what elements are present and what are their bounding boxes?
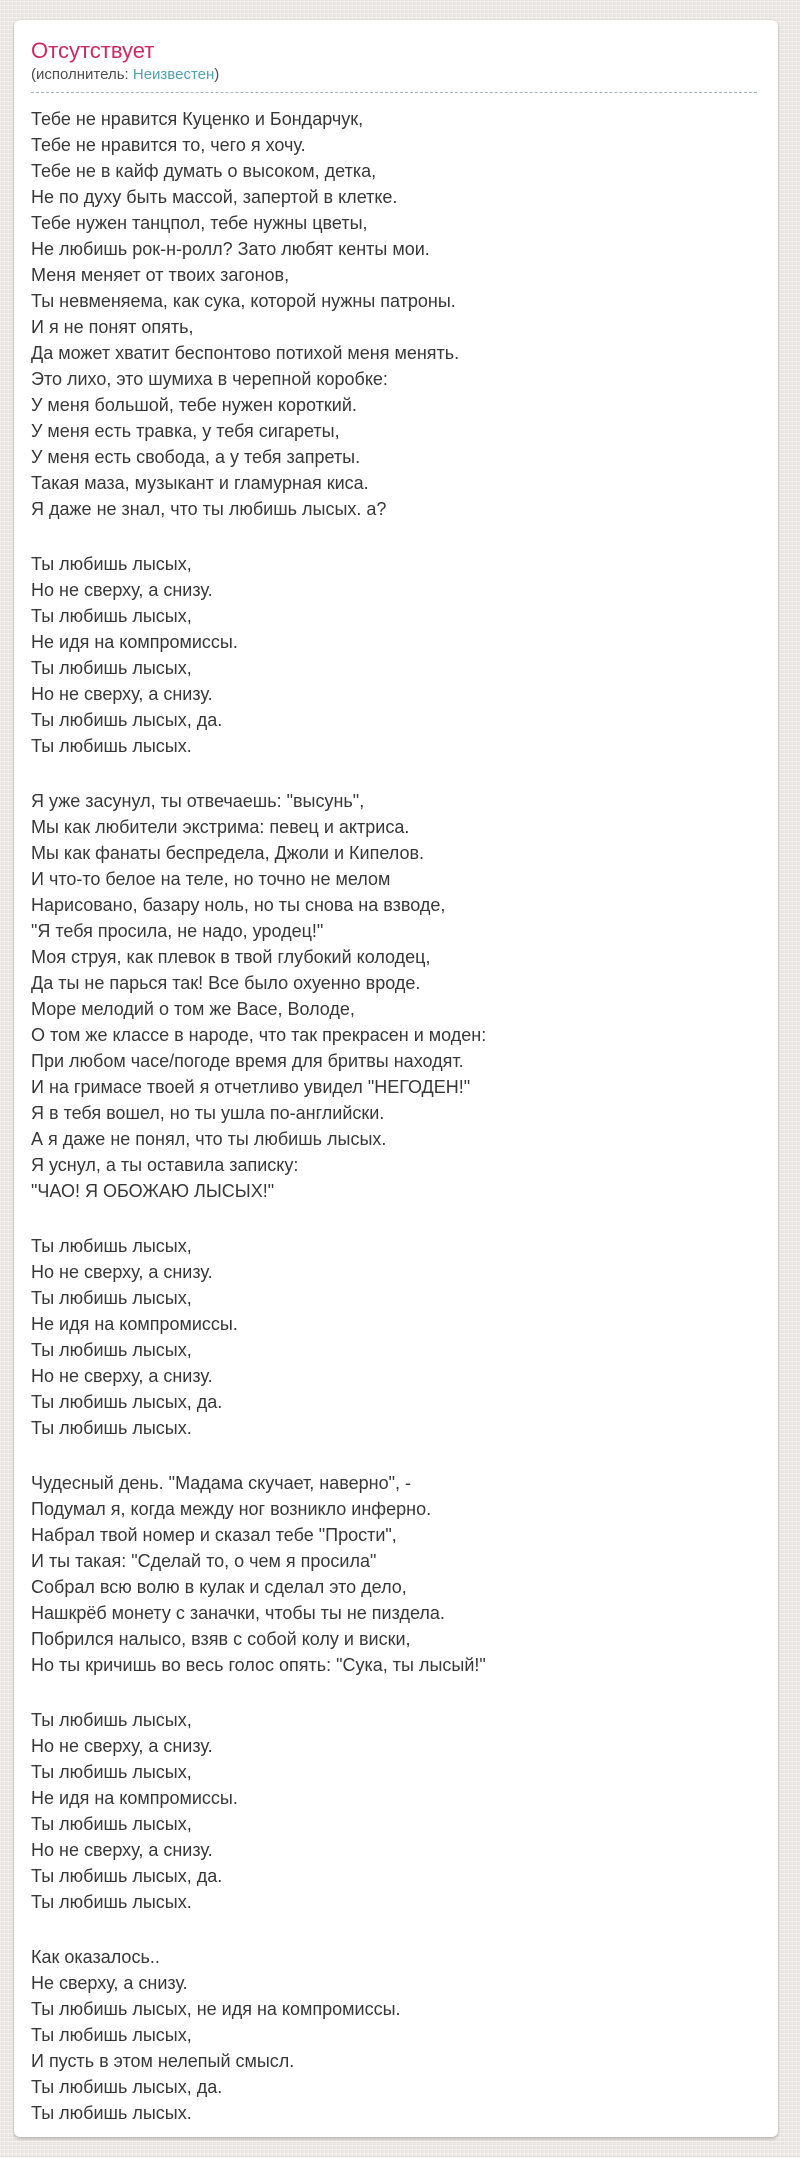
song-page-panel bbox=[14, 20, 778, 2137]
artist-label-suffix: ) bbox=[214, 66, 220, 83]
stanza: Чудесный день. "Мадама скучает, наверно", - Подумал я, когда между ног возникло инферно. Набрал твой номер и сказал тебе "Прости", И ты такая: "Сделай то, о чем я просила" Собрал всю волю в кулак и сделал это дело, Нашкрёб монету с заначки, чтобы ты не пиздела. Побрился налысо, взяв с собой колу и виски, Но ты кричишь во весь голос опять: "Сука, ты лысый!" bbox=[31, 1473, 486, 1675]
stanza: Тебе не нравится Куценко и Бондарчук, Тебе не нравится то, чего я хочу. Тебе не в кайф думать о высоком, детка, Не по духу быть массой, запертой в клетке. Тебе нужен танцпол, тебе нужны цветы, Не любишь рок-н-ролл? Зато любят кенты мои. Меня меняет от твоих загонов, Ты невменяема, как сука, которой нужны патроны. И я не понят опять, Да может хватит беспонтово потихой меня менять. Это лихо, это шумиха в черепной коробке: У меня большой, тебе нужен короткий. У меня есть травка, у тебя сигареты, У меня есть свобода, а у тебя запреты. Такая маза, музыкант и гламурная киса. Я даже не знал, что ты любишь лысых. а? bbox=[31, 109, 460, 519]
stanza: Ты любишь лысых, Но не сверху, а снизу. Ты любишь лысых, Не идя на компромиссы. Ты любишь лысых, Но не сверху, а снизу. Ты любишь лысых, да. Ты любишь лысых. bbox=[31, 1710, 238, 1912]
artist-label-prefix: (исполнитель: bbox=[31, 66, 133, 83]
stanza: Ты любишь лысых, Но не сверху, а снизу. Ты любишь лысых, Не идя на компромиссы. Ты любишь лысых, Но не сверху, а снизу. Ты любишь лысых, да. Ты любишь лысых. bbox=[31, 554, 238, 756]
stanza: Ты любишь лысых, Но не сверху, а снизу. Ты любишь лысых, Не идя на компромиссы. Ты любишь лысых, Но не сверху, а снизу. Ты любишь лысых, да. Ты любишь лысых. bbox=[31, 1236, 238, 1438]
song-header bbox=[31, 38, 757, 93]
stanza: Я уже засунул, ты отвечаешь: "высунь", Мы как любители экстрима: певец и актриса. Мы как фанаты беспредела, Джоли и Кипелов. И что-то белое на теле, но точно не мелом Нарисовано, базару ноль, но ты снова на взводе, "Я тебя просила, не надо, уродец!" Моя струя, как плевок в твой глубокий колодец, Да ты не парься так! Все было охуенно вроде. Море мелодий о том же Васе, Володе, О том же классе в народе, что так прекрасен и моден: При любом часе/погоде время для бритвы находят. И на гримасе твоей я отчетливо увидел "НЕГОДЕН!" Я в тебя вошел, но ты ушла по-английски. А я даже не понял, что ты любишь лысых. Я уснул, а ты оставила записку: "ЧАО! Я ОБОЖАЮ ЛЫСЫХ!" bbox=[31, 791, 487, 1201]
song-title: Отсутствует bbox=[31, 38, 155, 63]
artist-link[interactable]: Неизвестен bbox=[132, 66, 215, 83]
stanza: Как оказалось.. Не сверху, а снизу. Ты любишь лысых, не идя на компромиссы. Ты любишь лысых, И пусть в этом нелепый смысл. Ты любишь лысых, да. Ты любишь лысых. bbox=[31, 1947, 401, 2123]
lyrics bbox=[31, 106, 757, 2126]
song-subtitle bbox=[31, 66, 757, 84]
